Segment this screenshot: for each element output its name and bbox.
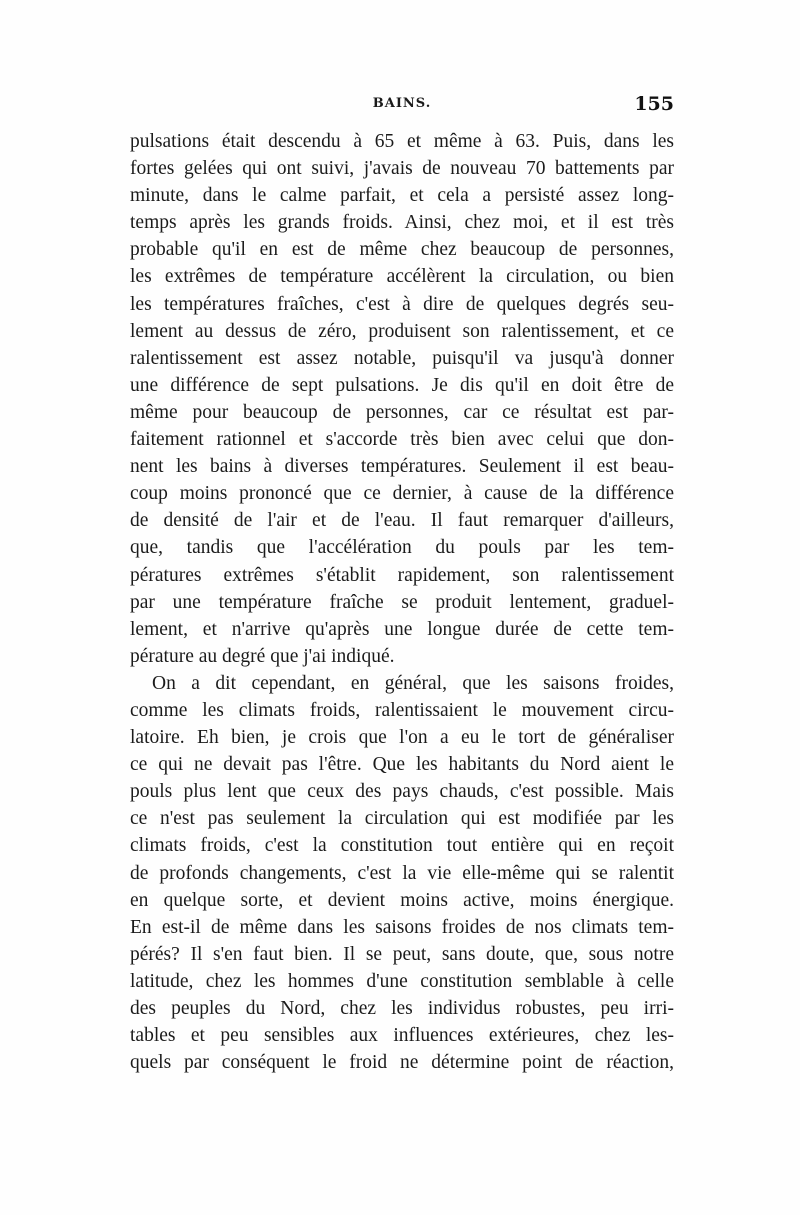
- text-line: les extrêmes de température accélèrent la circulation, ou bien: [130, 266, 674, 288]
- text-line: faitement rationnel et s'accorde très bien avec celui que don-: [130, 429, 674, 451]
- text-line: En est-il de même dans les saisons froides de nos climats tem-: [130, 916, 674, 938]
- text-line: de densité de l'air et de l'eau. Il faut remarquer d'ailleurs,: [130, 510, 674, 532]
- running-head: [130, 93, 674, 118]
- text-line: coup moins prononcé que ce dernier, à cause de la différence: [130, 483, 674, 505]
- text-line: latitude, chez les hommes d'une constitution semblable à celle: [130, 970, 674, 992]
- text-line: minute, dans le calme parfait, et cela a persisté assez long-: [130, 185, 674, 207]
- text-line: pouls plus lent que ceux des pays chauds, c'est possible. Mais: [130, 781, 674, 803]
- text-line: pérés? Il s'en faut bien. Il se peut, sans doute, que, sous notre: [130, 943, 674, 965]
- text-line: ce qui ne devait pas l'être. Que les habitants du Nord aient le: [130, 754, 674, 776]
- text-line: tables et peu sensibles aux influences extérieures, chez les-: [130, 1025, 674, 1047]
- text-line: lement, et n'arrive qu'après une longue durée de cette tem-: [130, 618, 674, 640]
- text-line: latoire. Eh bien, je crois que l'on a eu le tort de généraliser: [130, 727, 674, 749]
- text-line: comme les climats froids, ralentissaient le mouvement circu-: [130, 699, 674, 721]
- text-line: climats froids, c'est la constitution tout entière qui en reçoit: [130, 835, 674, 857]
- text-line: probable qu'il en est de même chez beaucoup de personnes,: [130, 239, 674, 261]
- text-line: fortes gelées qui ont suivi, j'avais de nouveau 70 battements par: [130, 158, 674, 180]
- text-line: des peuples du Nord, chez les individus robustes, peu irri-: [130, 998, 674, 1019]
- text-line: ralentissement est assez notable, puisqu'il va jusqu'à donner: [130, 347, 674, 369]
- text-line: lement au dessus de zéro, produisent son ralentissement, et ce: [130, 320, 674, 342]
- text-line: pulsations était descendu à 65 et même à 63. Puis, dans les: [130, 131, 674, 152]
- text-line: que, tandis que l'accélération du pouls par les tem-: [130, 537, 674, 559]
- text-line: les températures fraîches, c'est à dire de quelques degrés seu-: [130, 293, 674, 315]
- text-line: même pour beaucoup de personnes, car ce résultat est par-: [130, 401, 674, 423]
- text-line: par une température fraîche se produit lentement, graduel-: [130, 591, 674, 613]
- text-line: quels par conséquent le froid ne détermine point de réaction,: [130, 1052, 674, 1074]
- text-line: temps après les grands froids. Ainsi, chez moi, et il est très: [130, 212, 674, 234]
- body-text: [130, 128, 674, 1076]
- text-line: ce n'est pas seulement la circulation qui est modifiée par les: [130, 808, 674, 830]
- paragraph-last-line: pérature au degré que j'ai indiqué.: [130, 645, 395, 667]
- text-line: nent les bains à diverses températures. Seulement il est beau-: [130, 456, 674, 478]
- running-title: BAINS.: [372, 96, 432, 111]
- paragraph-first-line: On a dit cependant, en général, que les saisons froides,: [152, 672, 674, 694]
- text-line: une différence de sept pulsations. Je dis qu'il en doit être de: [130, 374, 674, 396]
- page-number: 155: [634, 93, 674, 115]
- text-line: de profonds changements, c'est la vie elle-même qui se ralentit: [130, 862, 674, 884]
- text-line: pératures extrêmes s'établit rapidement, son ralentissement: [130, 564, 674, 586]
- text-line: en quelque sorte, et devient moins active, moins énergique.: [130, 889, 674, 911]
